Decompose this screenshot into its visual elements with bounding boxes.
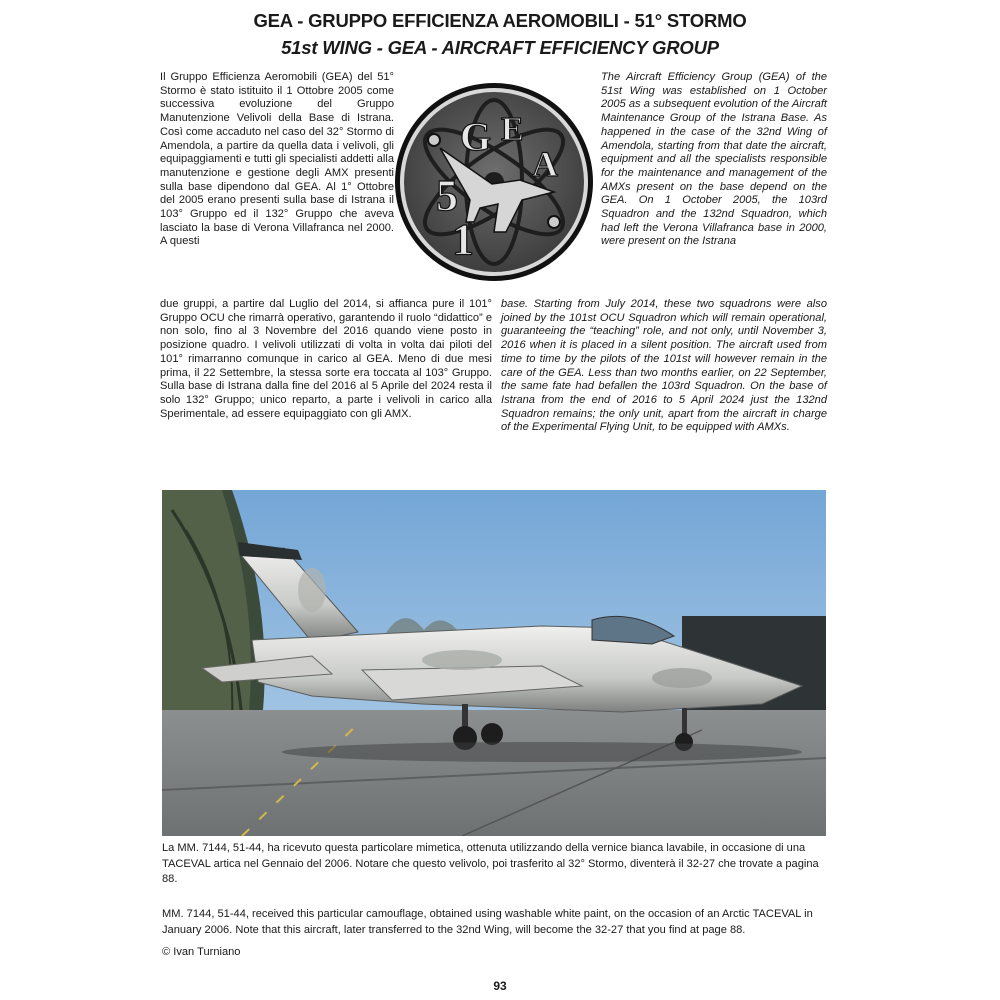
english-text-continued: base. Starting from July 2014, these two squadrons were also joined by the 101st OCU Squadron which will remain operational, guaranteeing the “teaching” role, and not only, until November 3, 2016 when it is placed in a silent position. The aircraft used from time to time by the pilots of the 101st will however remain in the care of the GEA. Less than two months earlier, on 22 September, the same fate had befallen the 103rd Squadron. On the base of Istrana from the end of 2016 to 5 April 2024 just the 132nd Squadron remains; the only unit, apart from the aircraft in charge of the Experimental Flying Unit, to be equipped with AMXs. — [501, 298, 827, 434]
photo-caption-italian: La MM. 7144, 51-44, ha ricevuto questa particolare mimetica, ottenuta utilizzando della vernice bianca lavabile, in occasione di una TACEVAL artica nel Gennaio del 2006. Notare che questo velivolo, poi trasferito al 32° Stormo, diventerà il 32-27 che trovate a pagina 88. — [162, 842, 819, 886]
emblem-letter-g: G — [460, 114, 492, 159]
gea-emblem-icon — [394, 82, 594, 282]
page-title-italian: GEA - GRUPPO EFFICIENZA AEROMOBILI - 51° STORMO — [253, 10, 747, 31]
page-number: 93 — [493, 979, 507, 993]
italian-text-column: Il Gruppo Efficienza Aeromobili (GEA) del 51° Stormo è stato istituito il 1 Ottobre 2005 come successiva evoluzione del Gruppo Manutenzione Velivoli della Base di Istrana. Così come accaduto nel caso del 32° Stormo di Amendola, a partire da quella data i velivoli, gli equipaggiamenti e tutti gli specialisti addetti alla manutenzione e gestione degli AMX presenti sulla base dipendono dal GEA. Al 1° Ottobre del 2005 erano presenti sulla base di Istrana il 103° Gruppo ed il 132° Gruppo che aveva lasciato la base di Verona Villafranca nel 2000. A questi — [160, 71, 394, 248]
photo-credit: © Ivan Turniano — [162, 946, 241, 958]
photo-caption-english: MM. 7144, 51-44, received this particular camouflage, obtained using washable white paint, on the occasion of an Arctic TACEVAL in January 2006. Note that this aircraft, later transferred to the 32nd Wing, will become the 32-27 that you find at page 88. — [162, 908, 813, 936]
english-text-column: The Aircraft Efficiency Group (GEA) of the 51st Wing was established on 1 October 2005 as a subsequent evolution of the Aircraft Maintenance Group of the Istrana Base. As happened in the case of the 32nd Wing of Amendola, starting from that date the aircraft, equipment and all the specialists responsible for the maintenance and management of the AMXs present on the base depend on the GEA. On 1 October 2005, the 103rd Squadron and the 132nd Squadron, which had left the Verona Villafranca base in 2000, were present on the Istrana — [601, 71, 827, 248]
emblem-digit-5: 5 — [436, 171, 458, 220]
amx-aircraft-photo — [162, 490, 826, 836]
emblem-digit-1: 1 — [452, 215, 474, 264]
page-title-english: 51st WING - GEA - AIRCRAFT EFFICIENCY GROUP — [281, 37, 719, 58]
emblem-letter-e: E — [501, 111, 524, 148]
italian-text-continued: due gruppi, a partire dal Luglio del 2014, si affianca pure il 101° Gruppo OCU che rimarrà operativo, garantendo il ruolo “didattico” e non solo, fino al 3 Novembre del 2016 quando viene posto in posizione quadro. I velivoli utilizzati di volta in volta dai piloti del 101° rimarranno comunque in carico al GEA. Meno di due mesi prima, il 22 Settembre, la stessa sorte era toccata al 103° Gruppo. Sulla base di Istrana dalla fine del 2016 al 5 Aprile del 2024 resta il solo 132° Gruppo; unico reparto, a parte i velivoli in carico alla Sperimentale, ad essere equipaggiato con gli AMX. — [160, 298, 492, 420]
emblem-letter-a: A — [532, 144, 558, 184]
